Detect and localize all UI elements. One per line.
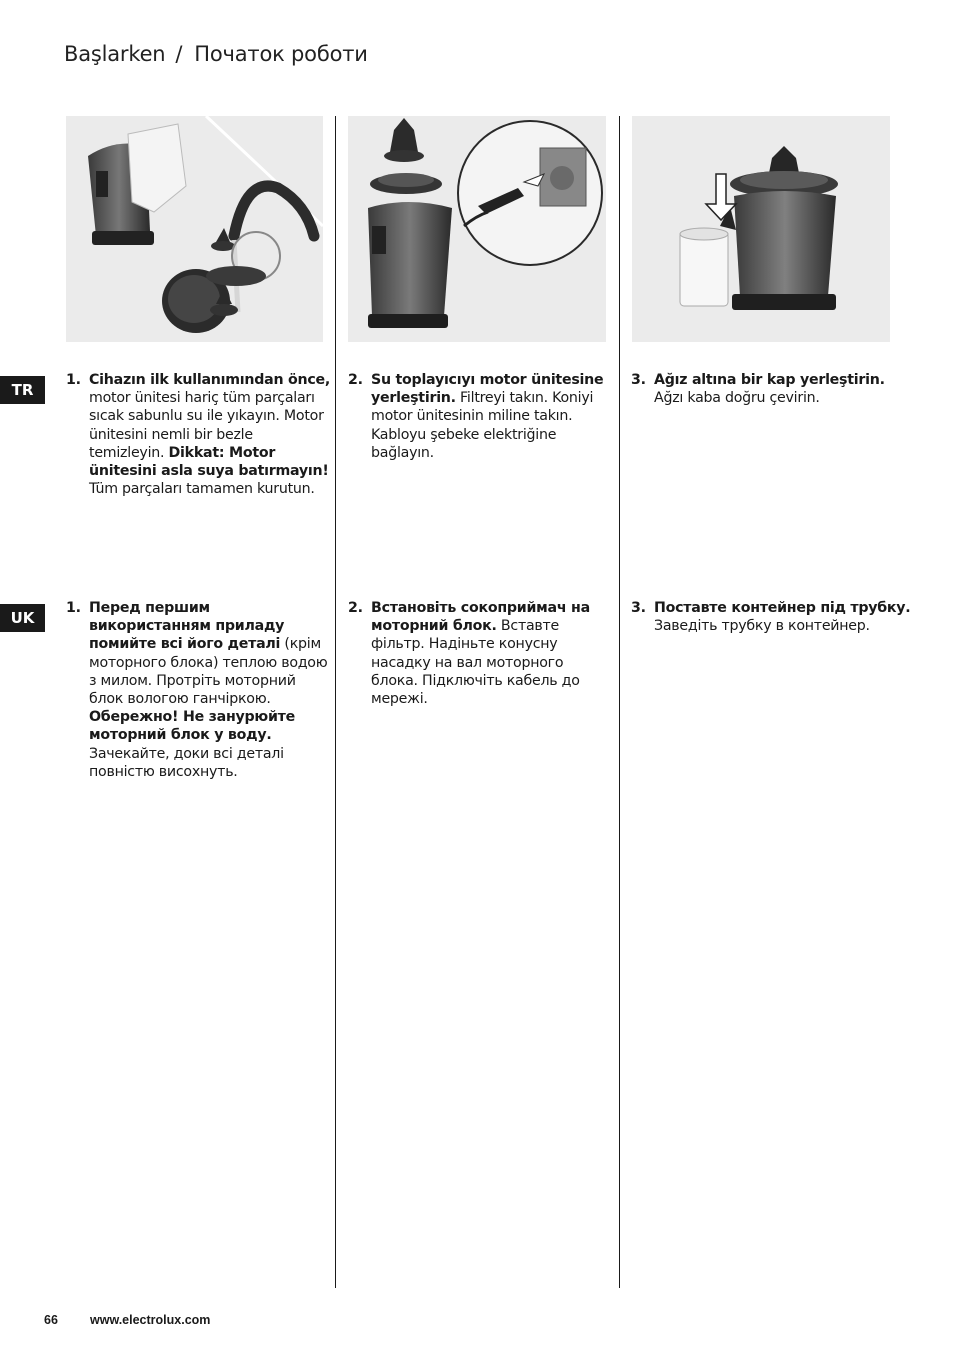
step-uk-3 [631,599,911,635]
website-link[interactable]: www.electrolux.com [90,1313,211,1327]
assembly-illustration-icon [348,116,606,342]
step-number: 2. [348,372,363,388]
step-number: 2. [348,600,363,616]
title-separator: / [175,42,183,66]
step-text: Ağzı kaba doğru çevirin. [654,390,820,407]
step-bold: Перед першим використанням приладу помийте всі його деталі [89,600,285,653]
step-tr-3 [631,371,901,407]
step-text: Tüm parçaları tamamen kurutun. [89,481,315,498]
illustration-assembly [348,116,606,342]
page-title [64,42,368,66]
step-text: Filtreyi takın. Koniyi motor ünitesinin miline takın. Kabloyu şebeke elektriğine bağlayın. [371,390,594,461]
washing-illustration-icon [66,116,323,342]
illustration-container [632,116,890,342]
step-bold: Su toplayıcıyı motor ünitesine yerleştirin. [371,372,604,407]
step-text: (крім моторного блока) теплою водою з милом. Протріть моторний блок вологою ганчіркою. [89,636,328,708]
page-title-uk: Початок роботи [194,42,368,66]
step-text: Зачекайте, доки всі деталі повністю висохнуть. [89,745,284,780]
step-bold: Ağız altına bir kap yerleştirin. [654,372,885,388]
column-divider-2 [619,116,620,1288]
container-illustration-icon [632,116,890,342]
step-tr-1 [66,371,331,498]
step-uk-1 [66,599,331,781]
column-divider-1 [335,116,336,1288]
step-warning: Обережно! Не занурюйте моторний блок у воду. [89,709,295,744]
step-number: 3. [631,600,646,616]
language-badge-uk: UK [0,604,45,632]
step-warning: Dikkat: Motor ünitesini asla suya batırmayın! [89,444,329,480]
step-bold: Встановіть сокоприймач на моторний блок. [371,600,590,635]
step-bold: Cihazın ilk kullanımından önce, [89,372,331,388]
step-number: 1. [66,372,81,388]
page-title-tr: Başlarken [64,42,166,66]
page-number: 66 [44,1313,58,1327]
step-tr-2 [348,371,610,462]
language-badge-tr: TR [0,376,45,404]
step-text: Заведіть трубку в контейнер. [654,618,870,635]
step-bold: Поставте контейнер під трубку. [654,600,911,616]
step-text: Вставте фільтр. Надіньте конусну насадку на вал моторного блока. Підключіть кабель до мережі. [371,618,580,708]
step-number: 3. [631,372,646,388]
step-number: 1. [66,600,81,616]
step-text: motor ünitesi hariç tüm parçaları sıcak sabunlu su ile yıkayın. Motor ünitesini nemli bir bezle temizleyin. [89,390,324,461]
step-uk-2 [348,599,610,708]
illustration-washing-parts [66,116,323,342]
